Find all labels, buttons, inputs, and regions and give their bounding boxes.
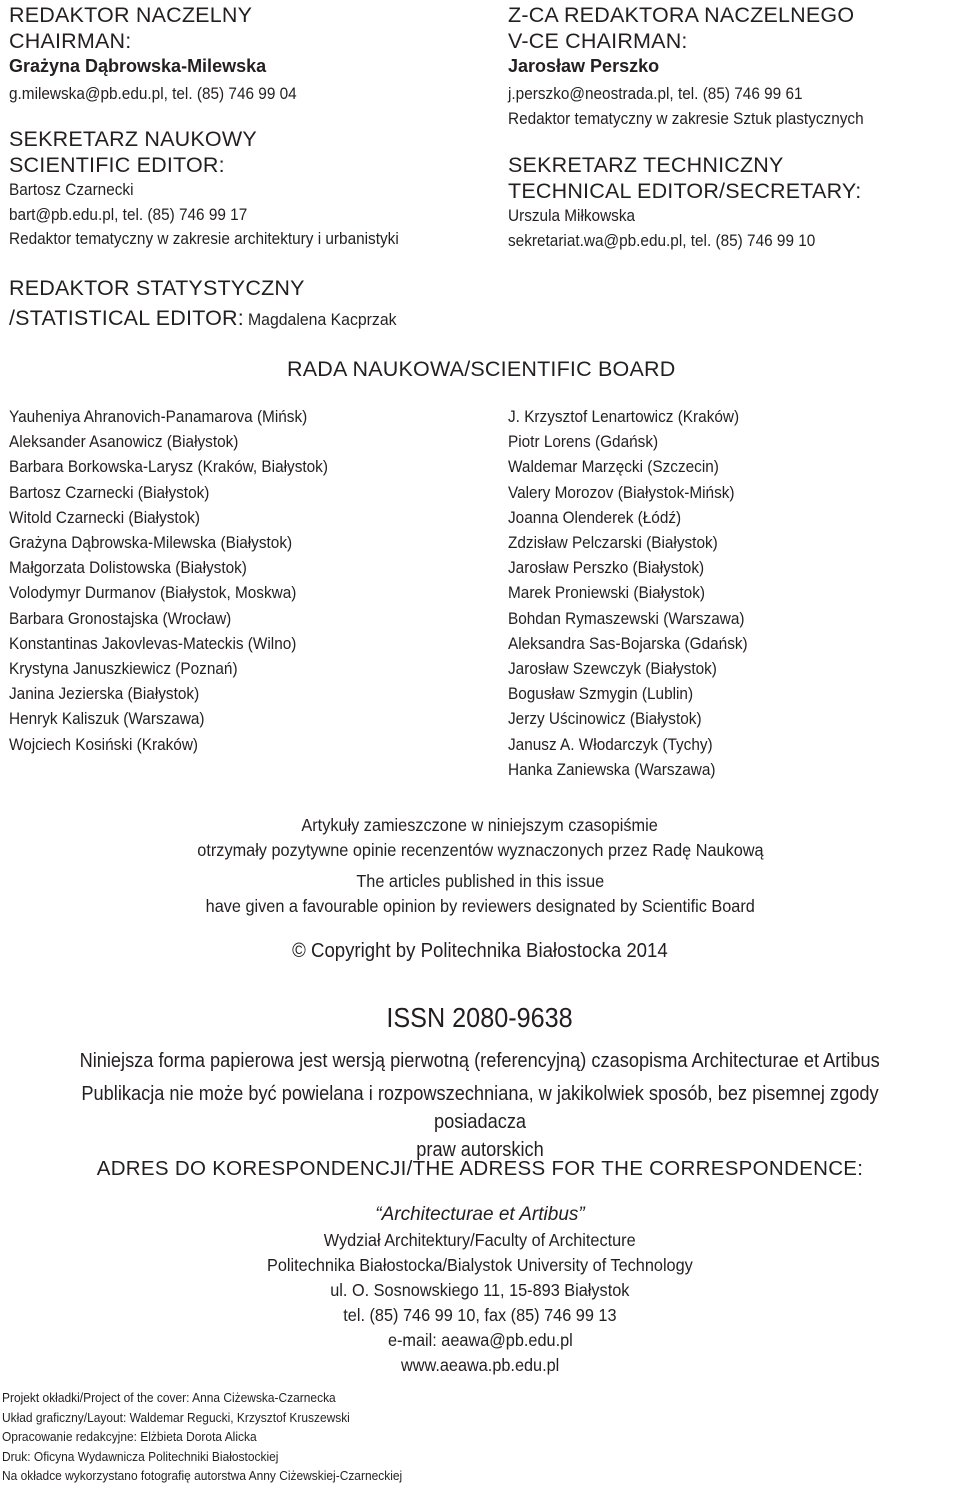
reference-note <box>0 1047 960 1075</box>
credit-layout: Układ graficzny/Layout: Waldemar Regucki, Krzysztof Kruszewski <box>2 1409 350 1425</box>
statistical-editor-block <box>9 275 408 331</box>
technical-editor-block <box>508 152 861 253</box>
reference-note-text: Niniejsza forma papierowa jest wersją pierwotną (referencyjną) czasopisma Architecturae et Artibus <box>79 1050 881 1072</box>
scientific-editor-note: Redaktor tematyczny w zakresie architektury i urbanistyki <box>9 230 399 248</box>
board-member: Grażyna Dąbrowska-Milewska (Białystok) <box>9 534 293 553</box>
statistical-editor-name: Magdalena Kacprzak <box>248 310 397 329</box>
board-member: Yauheniya Ahranovich-Panamarova (Mińsk) <box>9 408 308 426</box>
vice-chairman-contact: j.perszko@neostrada.pl, tel. (85) 746 99 61 <box>508 85 803 103</box>
board-member: Zdzisław Pelczarski (Białystok) <box>508 534 718 553</box>
board-member: Małgorzata Dolistowska (Białystok) <box>9 559 247 578</box>
board-member: Witold Czarnecki (Białystok) <box>9 508 201 527</box>
chairman-name: Grażyna Dąbrowska-Milewska <box>9 56 267 76</box>
chairman-block <box>9 2 318 107</box>
board-member: J. Krzysztof Lenartowicz (Kraków) <box>508 408 740 426</box>
credit-photo: Na okładce wykorzystano fotografię autorstwa Anny Ciżewskiej-Czarneckiej <box>2 1468 403 1483</box>
rights-note-line-1: Publikacja nie może być powielana i rozpowszechniana, w jakikolwiek sposób, bez pisemnej zgody posiadacza <box>81 1083 879 1133</box>
chairman-title-en: CHAIRMAN: <box>9 29 132 53</box>
board-member: Aleksander Asanowicz (Białystok) <box>9 433 239 452</box>
address-heading: ADRES DO KORESPONDENCJI/THE ADRESS FOR THE CORRESPONDENCE: <box>96 1157 864 1180</box>
review-note-pl-1: Artykuły zamieszczone w niniejszym czasopiśmie <box>301 815 659 835</box>
board-member: Joanna Olenderek (Łódź) <box>508 508 682 527</box>
board-member: Jerzy Uścinowicz (Białystok) <box>508 710 702 729</box>
board-member: Bartosz Czarnecki (Białystok) <box>9 483 210 502</box>
chairman-title-pl: REDAKTOR NACZELNY <box>9 3 253 27</box>
board-member: Barbara Gronostajska (Wrocław) <box>9 609 232 628</box>
credits <box>2 1388 437 1486</box>
technical-editor-title-en: TECHNICAL EDITOR/SECRETARY: <box>508 179 862 203</box>
address-university: Politechnika Białostocka/Bialystok University of Technology <box>267 1255 693 1275</box>
board-member: Janusz A. Włodarczyk (Tychy) <box>508 735 713 754</box>
scientific-editor-title-pl: SEKRETARZ NAUKOWY <box>9 127 257 151</box>
vice-chairman-title-pl: Z-CA REDAKTORA NACZELNEGO <box>508 3 855 27</box>
address-street: ul. O. Sosnowskiego 11, 15-893 Białystok <box>330 1280 630 1300</box>
address-phone: tel. (85) 746 99 10, fax (85) 746 99 13 <box>343 1305 617 1325</box>
review-note-en-1: The articles published in this issue <box>356 871 604 891</box>
board-member: Hanka Zaniewska (Warszawa) <box>508 760 716 779</box>
review-note-pl-2: otrzymały pozytywne opinie recenzentów wyznaczonych przez Radę Naukową <box>196 840 764 860</box>
statistical-editor-title-pl: REDAKTOR STATYSTYCZNY <box>9 276 305 300</box>
issn-text: ISSN 2080-9638 <box>386 1002 574 1033</box>
technical-editor-contact: sekretariat.wa@pb.edu.pl, tel. (85) 746 99 10 <box>508 231 816 250</box>
review-note-en-2: have given a favourable opinion by reviewers designated by Scientific Board <box>205 896 755 916</box>
scientific-editor-block <box>9 126 428 252</box>
journal-name: “Architecturae et Artibus” <box>375 1204 585 1225</box>
technical-editor-name: Urszula Miłkowska <box>508 207 636 225</box>
statistical-editor-title-en: /STATISTICAL EDITOR: <box>9 306 244 330</box>
board-title: RADA NAUKOWA/SCIENTIFIC BOARD <box>287 357 676 381</box>
board-member: Marek Proniewski (Białystok) <box>508 584 705 603</box>
credit-print: Druk: Oficyna Wydawnicza Politechniki Białostockiej <box>2 1448 279 1464</box>
copyright-text: © Copyright by Politechnika Białostocka 2014 <box>292 940 668 962</box>
board-member: Barbara Borkowska-Larysz (Kraków, Białystok) <box>9 458 328 477</box>
chairman-contact: g.milewska@pb.edu.pl, tel. (85) 746 99 04 <box>9 85 297 103</box>
review-note <box>0 813 960 919</box>
scientific-editor-name: Bartosz Czarnecki <box>9 181 134 199</box>
board-member: Bogusław Szmygin (Lublin) <box>508 685 694 704</box>
board-member: Henryk Kaliszuk (Warszawa) <box>9 710 205 729</box>
copyright <box>0 938 960 964</box>
board-member: Bohdan Rymaszewski (Warszawa) <box>508 609 745 628</box>
credit-cover: Projekt okładki/Project of the cover: Anna Ciżewska-Czarnecka <box>2 1390 336 1405</box>
board-member: Jarosław Perszko (Białystok) <box>508 559 705 578</box>
scientific-editor-title-en: SCIENTIFIC EDITOR: <box>9 153 225 177</box>
scientific-editor-contact: bart@pb.edu.pl, tel. (85) 746 99 17 <box>9 205 248 224</box>
board-list-right <box>508 405 766 783</box>
board-list-left <box>9 405 352 758</box>
rights-note <box>0 1080 960 1164</box>
address-lines <box>0 1228 960 1378</box>
address-website: www.aeawa.pb.edu.pl <box>400 1355 560 1375</box>
technical-editor-title-pl: SEKRETARZ TECHNICZNY <box>508 153 784 177</box>
address-faculty: Wydział Architektury/Faculty of Architecture <box>324 1230 636 1250</box>
issn <box>0 1001 960 1035</box>
board-member: Valery Morozov (Białystok-Mińsk) <box>508 483 735 502</box>
board-member: Jarosław Szewczyk (Białystok) <box>508 660 717 679</box>
address-email: e-mail: aeawa@pb.edu.pl <box>387 1330 573 1350</box>
board-member: Krystyna Januszkiewicz (Poznań) <box>9 660 238 679</box>
vice-chairman-block <box>508 2 890 131</box>
board-member: Wojciech Kosiński (Kraków) <box>9 735 199 754</box>
credit-editing: Opracowanie redakcyjne: Elżbieta Dorota Alicka <box>2 1429 257 1444</box>
board-member: Piotr Lorens (Gdańsk) <box>508 433 659 452</box>
board-member: Janina Jezierska (Białystok) <box>9 685 200 704</box>
board-member: Konstantinas Jakovlevas-Mateckis (Wilno) <box>9 634 297 653</box>
vice-chairman-name: Jarosław Perszko <box>508 56 660 76</box>
board-member: Aleksandra Sas-Bojarska (Gdańsk) <box>508 634 748 653</box>
vice-chairman-note: Redaktor tematyczny w zakresie Sztuk plastycznych <box>508 109 864 128</box>
board-member: Waldemar Marzęcki (Szczecin) <box>508 458 719 477</box>
board-member: Volodymyr Durmanov (Białystok, Moskwa) <box>9 584 297 603</box>
rights-note-line-2: praw autorskich <box>416 1139 544 1161</box>
vice-chairman-title-en: V-CE CHAIRMAN: <box>508 29 688 53</box>
